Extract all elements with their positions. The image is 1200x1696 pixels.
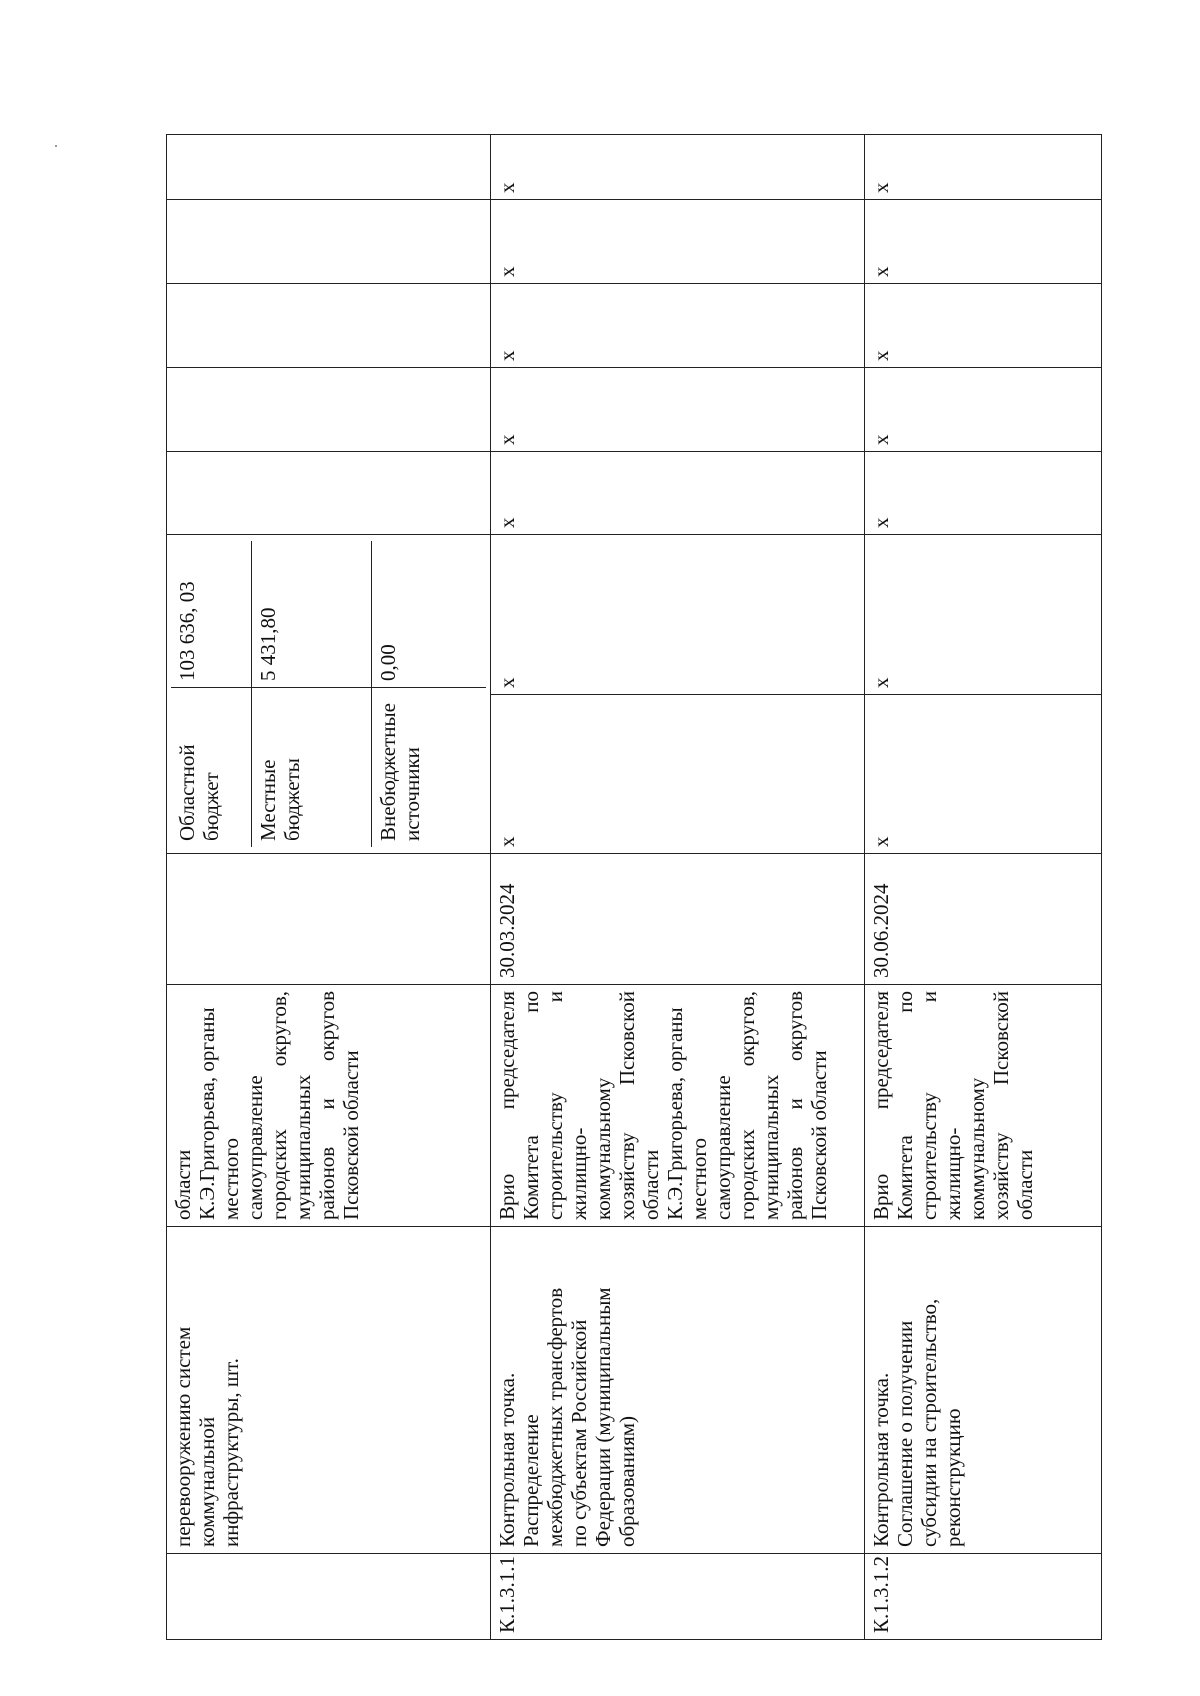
source-label: Местные бюджеты: [251, 688, 371, 848]
text-line: городских округов,: [267, 991, 291, 1220]
text-line: самоуправление: [243, 1075, 267, 1220]
empty-cell: [167, 368, 491, 452]
responsible-cell: [491, 985, 865, 1227]
table-row: [865, 135, 1102, 1640]
name-cell: [167, 1227, 491, 1554]
rotated-table-wrapper: [166, 135, 1101, 1640]
empty-cell: [167, 135, 491, 200]
table-row: [491, 135, 865, 1640]
text-line: реконструкцию: [941, 1408, 965, 1547]
text-line: местного: [687, 1138, 711, 1220]
funding-cell: [167, 535, 491, 854]
text-line: Комитета по: [893, 991, 917, 1220]
text-line: межбюджетных трансфертов: [543, 1287, 567, 1547]
text-line: строительству и: [543, 991, 567, 1220]
source-value: 0,00: [371, 541, 486, 688]
text-line: субсидии на строительство,: [917, 1298, 941, 1547]
funding-row: [171, 541, 251, 847]
text-line: жилищно-: [567, 1127, 591, 1220]
text-line: Врио председателя: [869, 991, 893, 1220]
text-line: Псковской области: [339, 1050, 363, 1220]
responsible-cell: [167, 985, 491, 1227]
text-line: районов и округов: [315, 991, 339, 1220]
text-line: Псковской области: [807, 1050, 831, 1220]
x-mark-cell: х: [865, 368, 1102, 452]
text-line: Распределение: [519, 1414, 543, 1547]
source-label: Областной бюджет: [175, 744, 223, 841]
text-line: области: [171, 1149, 195, 1220]
code-cell: [167, 1554, 491, 1640]
text-line: К.Э.Григорьева, органы: [195, 1007, 219, 1220]
funding-row: [371, 541, 486, 847]
source-value: 103 636, 03: [171, 541, 251, 688]
x-mark-cell: х: [865, 200, 1102, 284]
text-line: хозяйству Псковской: [615, 991, 639, 1220]
text-line: жилищно-: [941, 1127, 965, 1220]
x-mark-cell: х: [865, 695, 1102, 854]
text-line: по субъектам Российской: [567, 1319, 591, 1547]
text-line: К.Э.Григорьева, органы: [663, 1007, 687, 1220]
text-line: коммунальному: [965, 1077, 989, 1220]
x-mark-cell: х: [491, 535, 865, 695]
code-cell: К.1.3.1.1: [491, 1554, 865, 1640]
text-line: муниципальных: [291, 1074, 315, 1220]
text-line: городских округов,: [735, 991, 759, 1220]
text-line: инфраструктуры, шт.: [219, 1358, 243, 1547]
text-line: Соглашение о получении: [893, 1320, 917, 1547]
text-line: образованиям): [615, 1415, 639, 1547]
text-line: Контрольная точка.: [869, 1372, 893, 1547]
name-cell: [491, 1227, 865, 1554]
x-mark-cell: х: [865, 284, 1102, 368]
x-mark-cell: х: [491, 368, 865, 452]
text-line: местного: [219, 1138, 243, 1220]
funding-row: [251, 541, 371, 847]
name-cell: [865, 1227, 1102, 1554]
empty-cell: [167, 284, 491, 368]
empty-cell: [167, 200, 491, 284]
funding-sources-table: [171, 541, 486, 847]
empty-cell: [167, 452, 491, 535]
text-line: коммунальному: [591, 1077, 615, 1220]
source-label: Внебюджетные источники: [371, 688, 486, 848]
text-line: Комитета по: [519, 991, 543, 1220]
text-line: коммунальной: [195, 1416, 219, 1547]
text-line: районов и округов: [783, 991, 807, 1220]
x-mark-cell: х: [865, 135, 1102, 200]
text-line: хозяйству Псковской: [989, 991, 1013, 1220]
x-mark-cell: х: [491, 200, 865, 284]
x-mark-cell: х: [491, 452, 865, 535]
x-mark-cell: х: [491, 135, 865, 200]
scan-speck: [55, 145, 57, 147]
text-line: самоуправление: [711, 1075, 735, 1220]
text-line: перевооружению систем: [171, 1326, 195, 1547]
text-line: Врио председателя: [495, 991, 519, 1220]
table-row: [167, 135, 491, 1640]
implementation-plan-table: [166, 134, 1102, 1640]
x-mark-cell: х: [491, 695, 865, 854]
date-cell: 30.06.2024: [865, 854, 1102, 985]
x-mark-cell: х: [491, 284, 865, 368]
date-cell: [167, 854, 491, 985]
text-line: Контрольная точка.: [495, 1372, 519, 1547]
source-value: 5 431,80: [251, 541, 371, 688]
text-line: муниципальных: [759, 1074, 783, 1220]
responsible-cell: [865, 985, 1102, 1227]
x-mark-cell: х: [865, 535, 1102, 695]
code-cell: К.1.3.1.2: [865, 1554, 1102, 1640]
date-cell: 30.03.2024: [491, 854, 865, 985]
x-mark-cell: х: [865, 452, 1102, 535]
text-line: области: [639, 1149, 663, 1220]
text-line: строительству и: [917, 991, 941, 1220]
text-line: области: [1013, 1149, 1037, 1220]
text-line: Федерации (муниципальным: [591, 1287, 615, 1547]
